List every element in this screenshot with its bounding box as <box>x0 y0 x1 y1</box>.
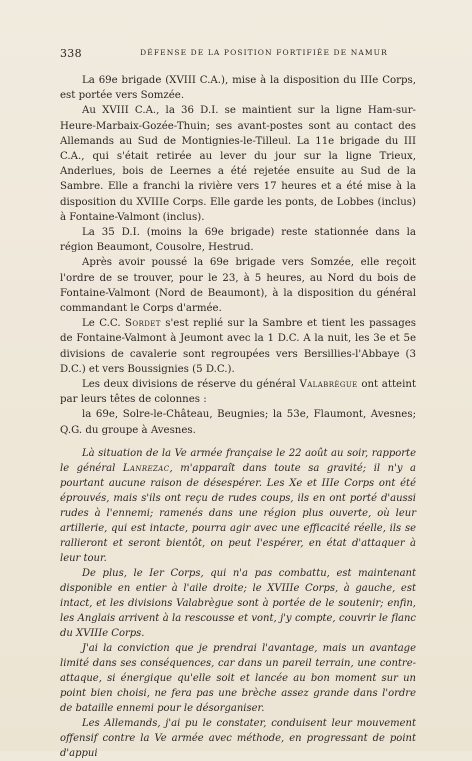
name-smallcaps: Sordet <box>125 318 161 330</box>
paragraph: Au XVIII C.A., la 36 D.I. se maintient sur la ligne Ham-sur-Heure-Marbaix-Gozée-Thuin; ses avant-postes sont au contact des Allemands au Sud de Montignies-le-Tilleul. La 11e brigade du III C.A., qui s'était retirée au lever du jour sur la ligne Trieux, Anderlues, bois de Leernes a été rejetée ensuite au Sud de la Sambre. Elle a franchi la rivière vers 17 heures et a été mise à la disposition du XVIIIe Corps. Elle garde les ponts, de Lobbes (inclus) à Fontaine-Valmont (inclus). <box>60 105 416 223</box>
name-smallcaps: Valabrègue <box>299 379 358 391</box>
quote-paragraph <box>60 446 416 566</box>
quote-paragraph: Les Allemands, j'ai pu le constater, conduisent leur mouvement offensif contre la Ve armée avec méthode, en progressant de point d'appui <box>60 717 416 759</box>
paragraph <box>60 377 416 407</box>
paragraph: La 69e brigade (XVIII C.A.), mise à la disposition du IIIe Corps, est portée vers Somzée. <box>60 75 416 102</box>
text-run: ont atteint par leurs têtes de colonnes : <box>60 379 416 406</box>
text-run: Les deux divisions de réserve du général <box>82 379 300 391</box>
page-number: 338 <box>60 47 82 60</box>
paragraph: La 35 D.I. (moins la 69e brigade) reste stationnée dans la région Beaumont, Cousolre, Hestrud. <box>60 227 416 254</box>
text-run: Le C.C. <box>82 318 126 330</box>
running-head: DÉFENSE DE LA POSITION FORTIFIÉE DE NAMUR <box>140 48 388 57</box>
paragraph: Après avoir poussé la 69e brigade vers Somzée, elle reçoit l'ordre de se trouver, pour le 23, à 5 heures, au Nord du bois de Fontaine-Valmont (Nord de Beaumont), à la disposition du général commandant le Corps d'armée. <box>60 257 416 315</box>
paragraph: la 69e, Solre-le-Château, Beugnies; la 53e, Flaumont, Avesnes; Q.G. du groupe à Avesnes. <box>60 409 416 436</box>
text-run: s'est replié sur la Sambre et tient les passages de Fontaine-Valmont à Jeumont avec la 1 D.C. A la nuit, les 3e et 5e divisions de cavalerie sont regroupées vers Bersillies-l'Abbaye (3 D.C.) et vers Boussignies (5 D.C.). <box>60 318 416 375</box>
page-header <box>60 47 412 63</box>
body-text <box>60 73 416 761</box>
quote-paragraph: J'ai la conviction que je prendrai l'avantage, mais un avantage limité dans ses conséquences, car dans un pareil terrain, une contre-attaque, si énergique qu'elle soit et lancée au bon moment sur un point bien choisi, ne fera pas une brèche assez grande dans l'ordre de bataille ennemi pour le désorganiser. <box>60 642 416 714</box>
quote-paragraph: De plus, le Ier Corps, qui n'a pas combattu, est maintenant disponible en entier à l'aile droite; le XVIIIe Corps, à gauche, est intact, et les divisions Valabrègue sont à portée de le soutenir; enfin, les Anglais arrivent à la rescousse et vont, j'y compte, couvrir le flanc du XVIIIe Corps. <box>60 567 416 639</box>
text-run: Là situation de la Ve armée française le 22 août au soir, rapporte le général <box>60 447 416 474</box>
text-run: , m'apparaît dans toute sa gravité; il n'y a pourtant aucune raison de désespérer. Les Xe et IIIe Corps ont été éprouvés, mais s'ils ont reçu de rudes coups, ils en ont porté d'aussi rudes à l'ennemi; ramenés dans une région plus ouverte, où leur artillerie, qui est intacte, pourra agir avec une efficacité réelle, ils se rallieront et seront bientôt, on peut l'espérer, en état d'attaquer à leur tour. <box>60 462 416 564</box>
spacer <box>60 438 416 446</box>
name-smallcaps: Lanrezac <box>122 462 170 474</box>
paragraph <box>60 316 416 377</box>
